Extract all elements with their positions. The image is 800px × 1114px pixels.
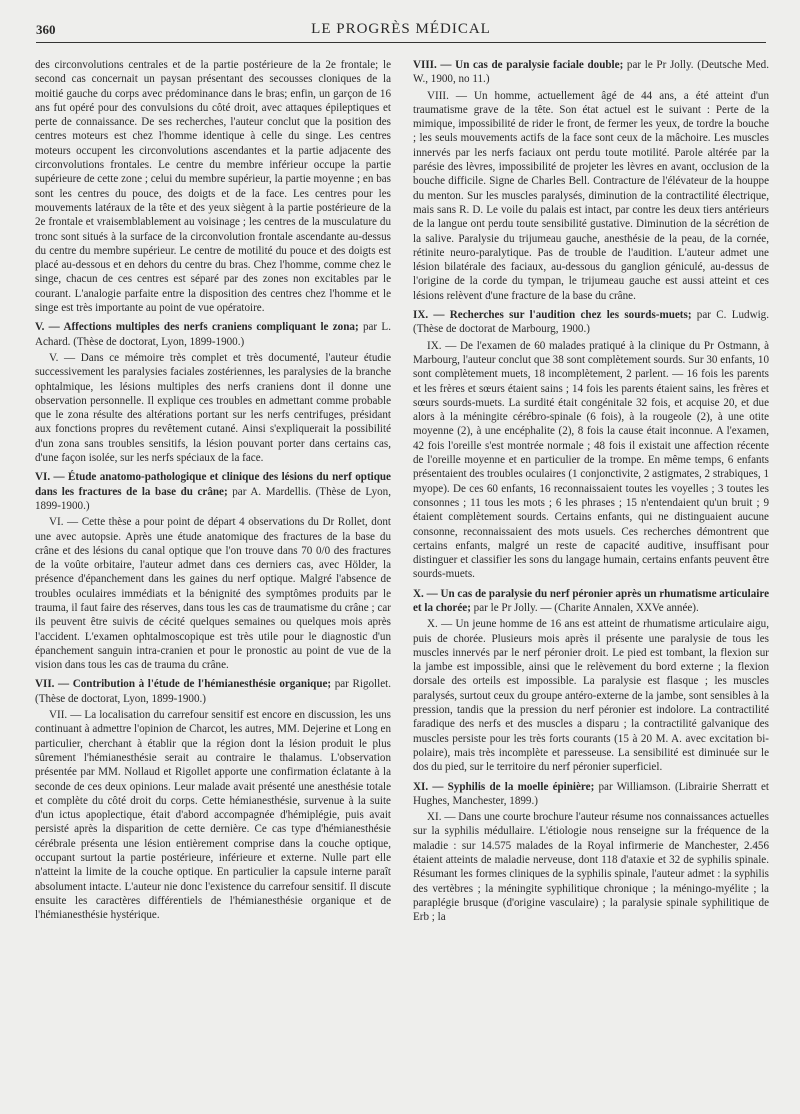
section-byline: par le Pr Jolly. — (Charite Annalen, XXVe année). — [470, 601, 699, 614]
section-heading-vii — [35, 677, 391, 706]
right-column — [413, 58, 769, 925]
section-title: — Syphilis de la moelle épinière; — [432, 780, 595, 793]
page-header — [36, 20, 766, 43]
page-number: 360 — [36, 22, 56, 37]
journal-title: LE PROGRÈS MÉDICAL — [311, 21, 491, 37]
section-body-vi: VI. — Cette thèse a pour point de départ 4 observations du Dr Rollet, dont une avec autopsie. Après une étude anatomique des fractures de la base du crâne et des lésions du canal optique que l'on trouve dans 70 0/0 des fractures de la voûte orbitaire, l'auteur admet dans ces derniers cas, avec Hölder, la présence d'épanchement dans les gaines du nerf optique. Malgré l'absence de troubles oculaires immédiats et la bénignité des symptômes produits par le trauma, il faut faire des réserves, dans tous les cas de traumatisme du crâne ; car ils peuvent être suivis de cécité quelques semaines ou quelques mois après l'accident. L'examen ophtalmoscopique est très utile pour le diagnostic d'un épanchement sanguin intra-cranien et pour le pronostic au point de vue de la vision dans tous les cas de trauma du crâne. — [35, 516, 391, 672]
section-body-x: X. — Un jeune homme de 16 ans est atteint de rhumatisme articulaire aigu, puis de chorée. Plusieurs mois après il présente une paralysie de tous les muscles innervés par le nerf péronier droit. Le pied est tombant, la flexion sur la jambe est impossible, ainsi que le relèvement du bord externe ; la flexion dorsale des orteils est impossible. La paralysie est flasque ; les muscles paralysés, surtout ceux du groupe antéro-externe de la jambe, sont sensibles à la pression, tandis que la pression du nerf péronier est indolore. La contractilité faradique des nerfs et des muscles a disparu ; la contractilité galvanique des muscles persiste pour les très forts courants (15 à 20 M. A. avec excitation bi-polaire), mais très incomplète et paresseuse. La sensibilité est diminuée sur le dos du pied, sur le territoire du nerf péronier superficiel. — [413, 618, 769, 774]
section-byline: par L. Achard. (Thèse de doctorat, Lyon, 1899-1900.) — [35, 321, 391, 348]
section-number: X. — [413, 587, 424, 600]
section-number: VIII. — [413, 59, 437, 71]
section-body-viii: VIII. — Un homme, actuellement âgé de 44 ans, a été atteint d'un traumatisme grave de la tête. Son état actuel est le suivant : Perte de la mimique, impossibilité de rider le front, de fermer les yeux, de tordre la bouche ; les seuls mouvements actifs de la face sont ceux de la mâchoire. Les muscles innervés par les nerfs faciaux ont perdu toute motilité. Parole altérée par la parésie des lèvres, impossibilité de projeter les lèvres en avant, occlusion de la bouche difficile. Signe de Charles Bell. Contracture de l'élévateur de la houppe du menton. Sur les muscles paralysés, diminution de la contractilité électrique, mais sans R. D. Le voile du palais est intact, par contre les deux tiers antérieurs de la langue ont perdu toute sensibilité gustative. Diminution de la sécrétion de la salive. Paralysie du trijumeau gauche, anesthésie de la peau, de la cornée, rétinite neuro-paralytique. Pas de trouble de l'audition. L'auteur admet une lésion bilatérale des faciaux, au-dessous du ganglion géniculé, au-dessus de l'origine de la corde du tympan, le trijumeau gauche est aussi atteint et ces lésions relèvent d'une fracture de la base du crâne. — [413, 89, 769, 302]
section-number: VII. — [35, 678, 55, 691]
section-body-v: V. — Dans ce mémoire très complet et très documenté, l'auteur étudie successivement les paralysies faciales zostériennes, les paralysies de la branche ophtalmique, les lésions multiples des nerfs craniens dont il donne une observation personnelle. Il explique ces troubles en admettant comme probable que le zona résulte des altérations portant sur les nerfs centrifuges, présidant aux fonctions propres du revêtement cutané. Ainsi s'expliquerait la possibilité d'un zona sans troubles sensitifs, la lésion pouvant porter dans certains cas, d'une façon isolée, sur les nerfs spéciaux de la face. — [35, 351, 391, 465]
section-number: V. — [35, 321, 45, 334]
section-heading-x — [413, 587, 769, 616]
section-byline: par Williamson. (Librairie Sherratt et Hughes, Manchester, 1899.) — [413, 780, 769, 807]
left-column — [35, 58, 391, 923]
section-title: — Un cas de paralysie du nerf péronier après un rhumatisme articulaire et la chorée; — [413, 587, 769, 614]
section-title: — Un cas de paralysie faciale double; — [440, 59, 624, 71]
section-number: XI. — [413, 780, 429, 793]
section-number: IX. — [413, 309, 429, 322]
section-byline: par A. Mardellis. (Thèse de Lyon, 1899-1900.) — [35, 485, 391, 512]
section-body-vii: VII. — La localisation du carrefour sensitif est encore en discussion, les uns continuant à admettre l'opinion de Charcot, les autres, MM. Dejerine et Long en particulier, cherchant à établir que la région dont la lésion produit le plus sûrement l'hémianesthésie serait au contraire le thalamus. L'observation présentée par MM. Nollaud et Rigollet apporte une confirmation éclatante à la seconde de ces deux opinions. Leur malade avait présenté une anesthésie totale et complète du côté droit du corps. Cette hémianesthésie, survenue à la suite d'un ictus apoplectique, était d'abord accompagnée d'hémiplégie, puis avait persisté après la disparition de cette dernière. Ce cas type d'hémianesthésie cérébrale présenta une lésion entièrement comprise dans la couche optique, occupant surtout la partie postérieure, inférieure et externe. Nulle part elle n'atteint la limite de la couche optique. En particulier la capsule interne paraît absolument intacte. L'auteur nie donc l'existence du carrefour sensitif. Il discute ensuite les caractères différentiels de l'hémianesthésie organique et de l'hémianesthésie hystérique. — [35, 709, 391, 922]
section-heading-xi — [413, 780, 769, 809]
section-title: — Étude anatomo-pathologique et clinique des lésions du nerf optique dans les fractures de la base du crâne; — [35, 471, 391, 498]
section-heading-ix — [413, 308, 769, 337]
section-byline: par le Pr Jolly. (Deutsche Med. W., 1900, no 11.) — [413, 59, 769, 86]
section-body-ix: IX. — De l'examen de 60 malades pratiqué à la clinique du Pr Ostmann, à Marbourg, l'auteur conclut que 38 sont complètement sourds. Sur 30 enfants, 10 sont complètement muets, 18 incomplètement, 2 parlent. — 16 fois les parents et les frères et sœurs étaient sains ; 14 fois les parents étaient sains, les frères et sœurs sourds-muets. La surdité était congénitale 32 fois, et acquise 20, et due alors à la méningite cérébro-spinale (6 fois), à la rougeole (2), à une otite moyenne (2), à une encéphalite (2), 8 fois la cause était inconnue. A l'examen, 42 fois l'oreille s'est montrée normale ; 48 fois il existait une affection récente de l'oreille moyenne et en particulier de la trompe. En même temps, 6 enfants présentaient des troubles oculaires (1 conjonctivite, 2 astigmates, 2 strabiques, 1 myope). De ces 60 enfants, 16 reconnaissaient toutes les voyelles ; 3 toutes les consonnes ; 11 tous les mots ; 6 les phrases ; 15 n'entendaient qu'un bruit ; 9 étaient complètement sourds. Certains enfants, qui ne distinguaient aucune consonne, reconnaissaient des mots usuels. Ces recherches démontrent que certains enfants, malgré un reste de capacité auditive, insuffisant pour distinguer et classifier les sons du langage humain, certains enfants peuvent être sourds-muets. — [413, 339, 769, 581]
section-title: — Contribution à l'étude de l'hémianesthésie organique; — [58, 678, 332, 691]
section-heading-viii — [413, 58, 769, 87]
continuation-paragraph: des circonvolutions centrales et de la partie postérieure de la 2e frontale; le second cas concernait un paysan présentant des secousses cloniques de la moitié gauche du corps avec prédominance dans le bras; enfin, un garçon de 16 ans fut opéré pour des convulsions du côté droit, avec attaques épileptiques et perte de connaissance. De ses recherches, l'auteur conclut que la position des centres moteurs est chez l'homme identique à celle du singe. Les centres moteurs occupent les circonvolutions ascendantes et la partie adjacente des circonvolutions frontales. Le centre du membre inférieur occupe la partie supérieure de cette zone ; celui du membre supérieur, la partie moyenne ; en bas sont les centres du pouce, des doigts et de la face. Les centres pour les mouvements latéraux de la tête et des yeux siègent à la partie postérieure de la 2e frontale et vraisemblablement au voisinage ; les centres de la musculature du tronc sont situés à la surface de la circonvolution frontale ascendante au-dessus du centre du membre supérieur. Le centre de motilité du pouce et des doigts est placé au-dessous et en dehors du centre du bras. Chez l'homme, comme chez le singe, chacun de ces centres est séparé par des zones non excitables par le courant. L'analogie parfaite entre la disposition des centres chez l'homme et le singe est très importante au point de vue opératoire. — [35, 59, 391, 315]
section-byline: par Rigollet. (Thèse de doctorat, Lyon, 1899-1900.) — [35, 678, 391, 705]
section-heading-v — [35, 320, 391, 349]
section-heading-vi — [35, 470, 391, 513]
section-title: — Affections multiples des nerfs craniens compliquant le zona; — [48, 321, 359, 334]
section-body-xi: XI. — Dans une courte brochure l'auteur résume nos connaissances actuelles sur la syphilis médullaire. L'étiologie nous renseigne sur la fréquence de la maladie : sur 14.575 malades de la Royal infirmerie de Manchester, 2.456 étaient atteints de maladie nerveuse, dont 118 d'ataxie et 32 de syphilis spinale. Résumant les formes cliniques de la syphilis spinale, l'auteur admet : la syphilis des vertèbres ; la méningite syphilitique chronique ; la méningo-myélite ; la paraplégie brusque (d'origine vasculaire) ; la paralysie spinale syphilitique de Erb ; la — [413, 811, 769, 924]
section-byline: par C. Ludwig. (Thèse de doctorat de Marbourg, 1900.) — [413, 309, 769, 336]
section-title: — Recherches sur l'audition chez les sourds-muets; — [433, 309, 692, 322]
section-number: VI. — [35, 471, 51, 484]
